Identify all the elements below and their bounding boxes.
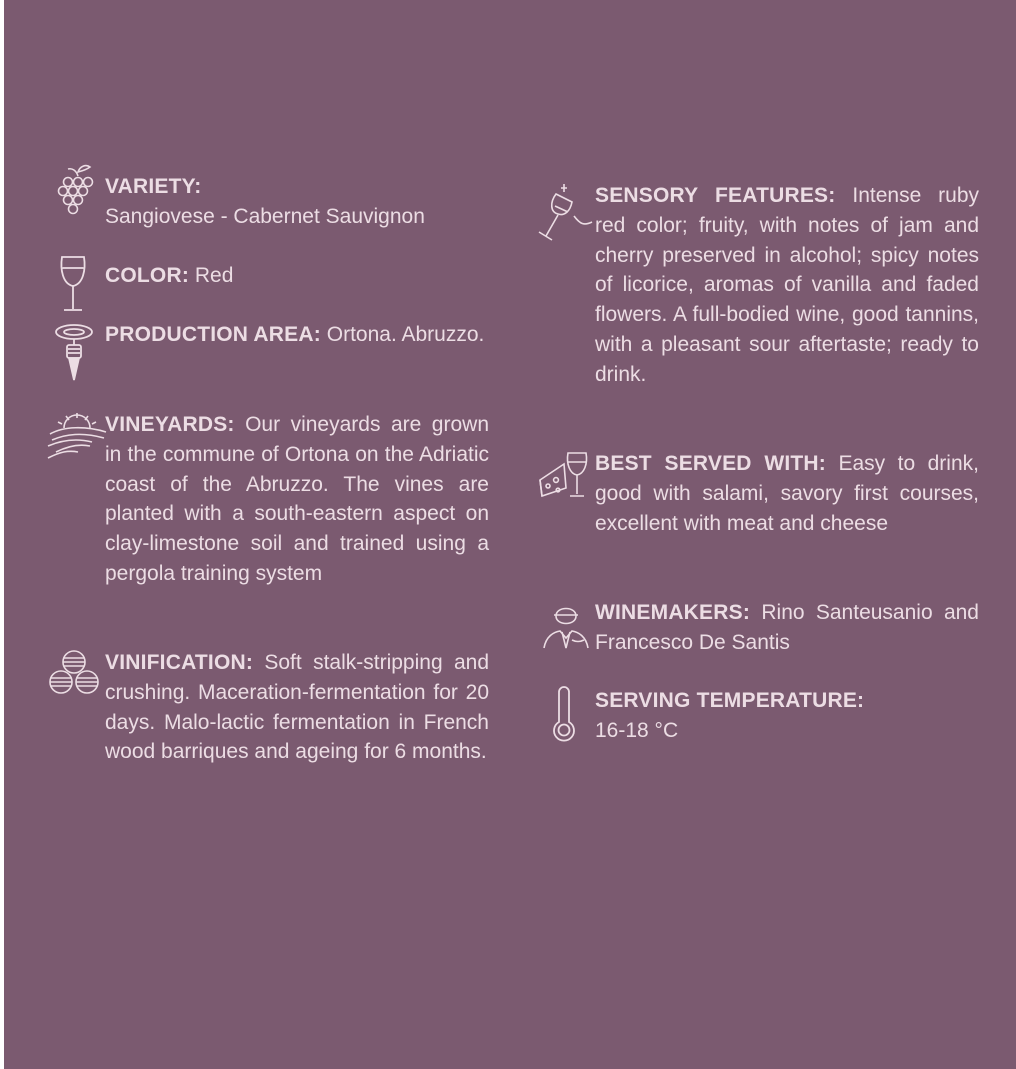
color-block	[105, 261, 489, 291]
tilted-glass-icon	[534, 182, 594, 244]
thermometer-icon	[550, 686, 578, 744]
vinification-block	[105, 648, 489, 767]
vineyards-label: VINEYARDS:	[105, 413, 235, 436]
sensory-block	[595, 181, 979, 390]
winemakers-text: Rino Santeusanio and Francesco De Santis	[595, 601, 979, 654]
best-served-text: Easy to drink, good with salami, savory first courses, excellent with meat and cheese	[595, 452, 979, 535]
color-text: Red	[194, 264, 234, 287]
temperature-block	[595, 686, 979, 746]
variety-block	[105, 172, 489, 232]
variety-label: VARIETY:	[105, 175, 202, 198]
winemaker-icon	[542, 602, 590, 652]
vinification-text: Soft stalk-stripping and crushing. Maceration-fermentation for 20 days. Malo-lactic fermentation in French wood barriques and ageing for 6 months.	[105, 651, 489, 764]
variety-text: Sangiovese - Cabernet Sauvignon	[105, 204, 425, 228]
best-served-block	[595, 449, 979, 538]
vineyards-block	[105, 410, 489, 589]
production-area-label: PRODUCTION AREA:	[105, 323, 321, 346]
vinification-label: VINIFICATION:	[105, 651, 254, 674]
wine-info-sheet	[4, 0, 1016, 1069]
corkscrew-icon	[52, 322, 96, 386]
production-area-text: Ortona. Abruzzo.	[326, 323, 485, 346]
sensory-text: Intense ruby red color; fruity, with notes of jam and cherry preserved in alcohol; spicy notes of licorice, aromas of vanilla and faded flowers. A full-bodied wine, good tannins, with a pleasant sour aftertaste; ready to drink.	[595, 184, 979, 386]
sensory-label: SENSORY FEATURES:	[595, 184, 836, 207]
cheese-glass-icon	[536, 450, 592, 504]
color-label: COLOR:	[105, 264, 190, 287]
production-area-text-wrap	[105, 320, 489, 350]
winemakers-label: WINEMAKERS:	[595, 601, 751, 624]
grapes-icon	[56, 162, 100, 218]
temperature-text: 16-18 °C	[595, 718, 679, 742]
barrels-icon	[46, 648, 102, 696]
sunrise-hills-icon	[46, 412, 108, 460]
best-served-label: BEST SERVED WITH:	[595, 452, 826, 475]
wine-glass-icon	[58, 254, 88, 314]
temperature-label: SERVING TEMPERATURE:	[595, 689, 865, 712]
winemakers-block	[595, 598, 979, 658]
vineyards-text: Our vineyards are grown in the commune of Ortona on the Adriatic coast of the Abruzzo. The vines are planted with a south-eastern aspect on clay-limestone soil and trained using a pergola training system	[105, 413, 489, 585]
